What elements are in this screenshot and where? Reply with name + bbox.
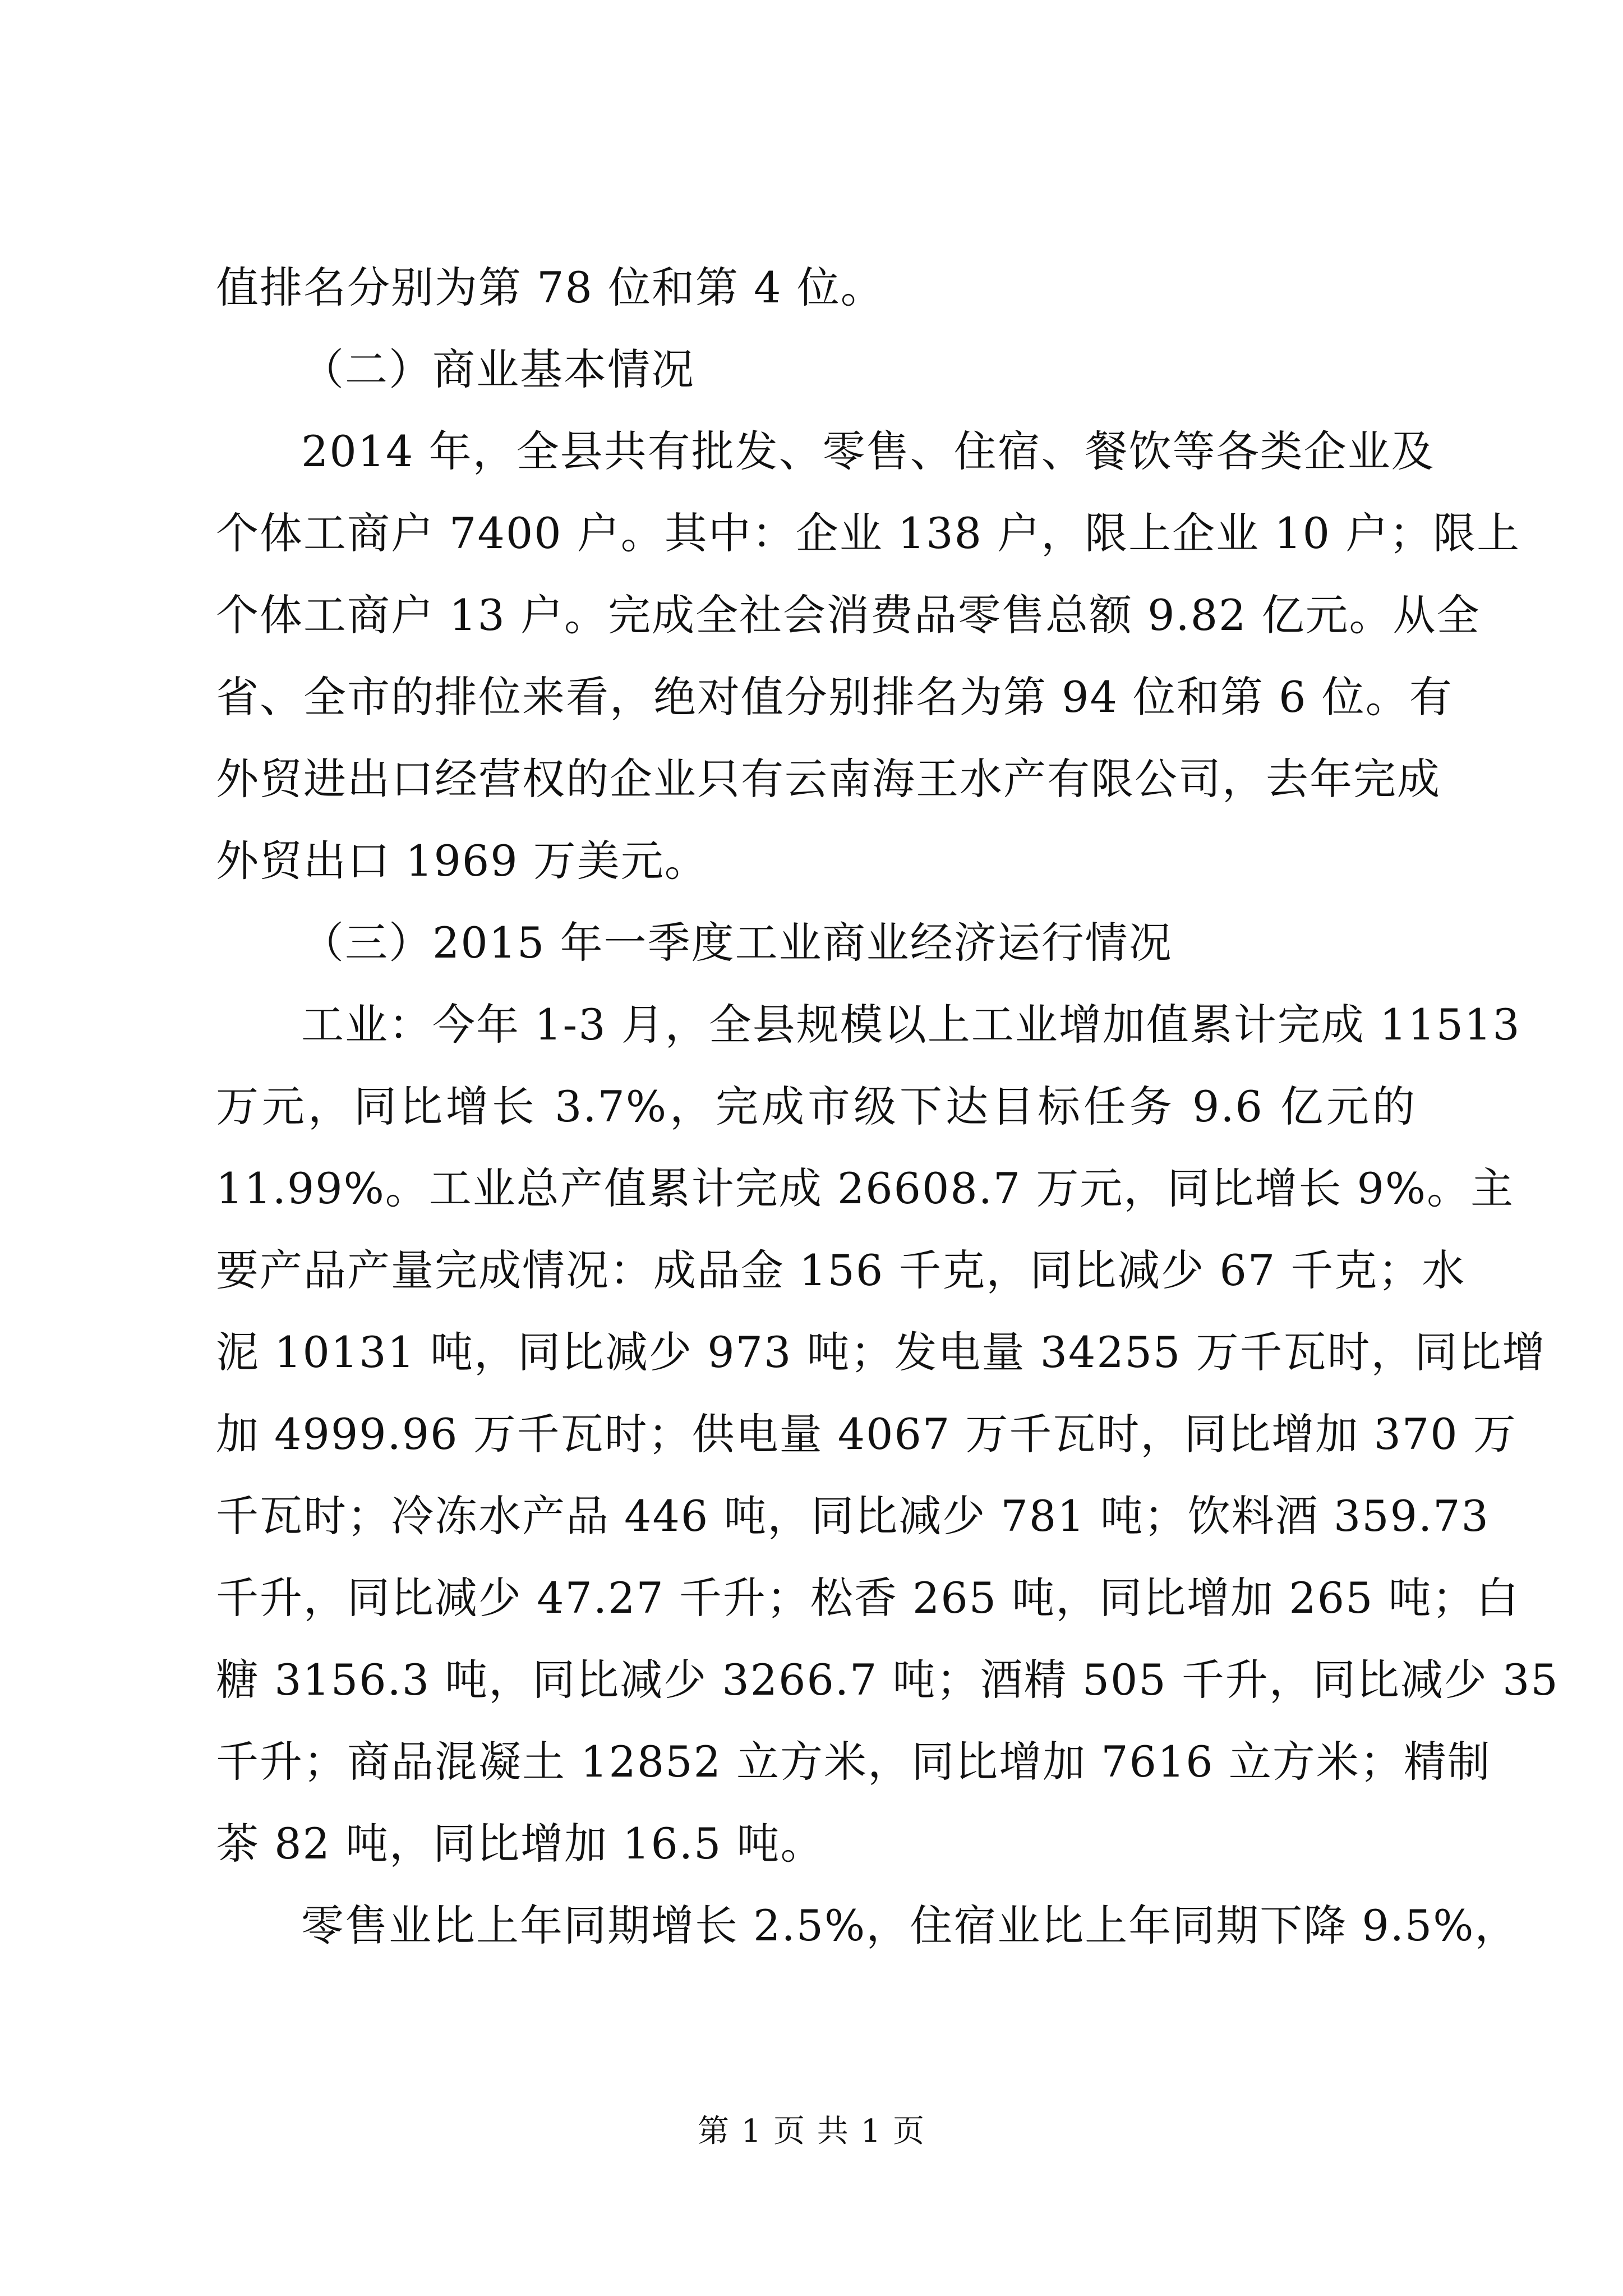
- text-line: 万元，同比增长 3.7%，完成市级下达目标任务 9.6 亿元的: [216, 1082, 1416, 1131]
- section-heading: （二）商业基本情况: [301, 344, 695, 394]
- text-line: 11.99%。工业总产值累计完成 26608.7 万元，同比增长 9%。主: [216, 1163, 1515, 1213]
- document-body: [216, 247, 1559, 1967]
- text-line: 要产品产量完成情况：成品金 156 千克，同比减少 67 千克；水: [216, 1245, 1466, 1295]
- text-line: 千瓦时；冷冻水产品 446 吨，同比减少 781 吨；饮料酒 359.73: [216, 1491, 1490, 1541]
- text-line: 个体工商户 7400 户。其中：企业 138 户，限上企业 10 户；限上: [216, 508, 1521, 558]
- text-line: 糖 3156.3 吨，同比减少 3266.7 吨；酒精 505 千升，同比减少 35: [216, 1655, 1559, 1705]
- text-line: 千升；商品混凝土 12852 立方米，同比增加 7616 立方米；精制: [216, 1737, 1491, 1787]
- text-line: 泥 10131 吨，同比减少 973 吨；发电量 34255 万千瓦时，同比增: [216, 1327, 1546, 1377]
- text-line: 茶 82 吨，同比增加 16.5 吨。: [216, 1819, 824, 1869]
- text-line: 工业：今年 1-3 月，全县规模以上工业增加值累计完成 11513: [301, 1000, 1521, 1050]
- page-footer: 第 1 页 共 1 页: [697, 2113, 926, 2150]
- text-line: 外贸出口 1969 万美元。: [216, 836, 708, 886]
- text-line: 加 4999.96 万千瓦时；供电量 4067 万千瓦时，同比增加 370 万: [216, 1409, 1517, 1459]
- text-line: 2014 年，全县共有批发、零售、住宿、餐饮等各类企业及: [301, 426, 1435, 476]
- text-line: 值排名分别为第 78 位和第 4 位。: [216, 263, 884, 312]
- text-line: 千升，同比减少 47.27 千升；松香 265 吨，同比增加 265 吨；白: [216, 1573, 1520, 1623]
- text-line: 零售业比上年同期增长 2.5%，住宿业比上年同期下降 9.5%，: [301, 1901, 1519, 1950]
- text-line: 外贸进出口经营权的企业只有云南海王水产有限公司，去年完成: [216, 754, 1441, 804]
- section-heading: （三）2015 年一季度工业商业经济运行情况: [301, 918, 1173, 968]
- text-line: 个体工商户 13 户。完成全社会消费品零售总额 9.82 亿元。从全: [216, 590, 1481, 640]
- text-line: 省、全市的排位来看，绝对值分别排名为第 94 位和第 6 位。有: [216, 672, 1453, 722]
